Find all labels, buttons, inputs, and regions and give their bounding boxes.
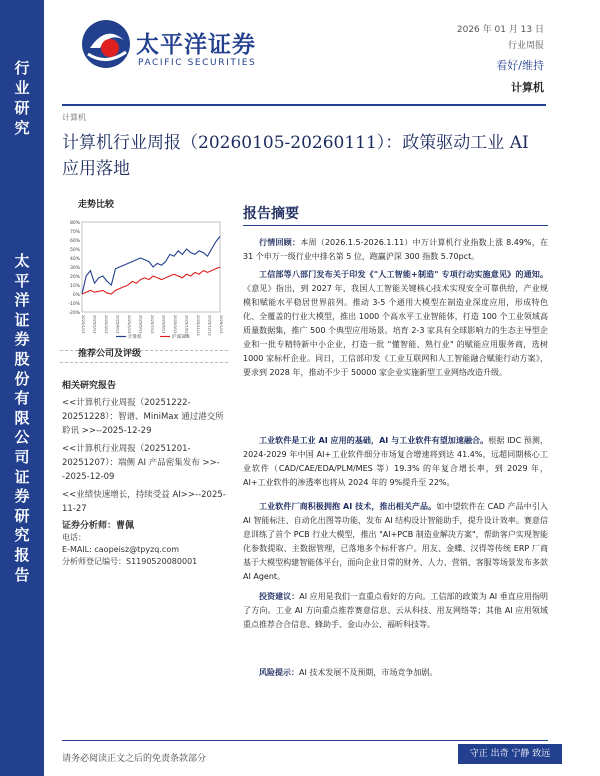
- sidebar-char: 平: [14, 271, 30, 290]
- paragraph-lead: 投资建议：: [259, 592, 300, 601]
- sidebar-company-name: [0, 252, 44, 585]
- paragraph-body: 本周（2026.1.5-2026.1.11）中万计算机行业指数上涨 8.49%，在 31 个申万一级行业中排名第 5 位，跑赢沪深 300 指数 5.70pct。: [243, 238, 549, 261]
- abstract-paragraph: [243, 590, 548, 632]
- series-line: [82, 267, 220, 294]
- y-tick-label: 20%: [69, 275, 80, 280]
- x-tick-label: 2025/4/13: [115, 315, 120, 334]
- paragraph-body: 《意见》指出，到 2027 年，我国人工智能关键核心技术实现安全可靠供给，产业规模和赋能水平稳居世界前列。推动 3-5 个通用大模型在制造业深度应用，形成特色化、全覆盖的行业大模型，推出 1000 个高水平工业智能体，打造 100 个工业领域高质量数据集，推广 500 个典型应用场景。培育 2-3 家具有全球影响力的生态主导型企业和一批专精特新中小企业，打造一批 "懂智能、熟行业" 的赋能应用服务商，选树 1000 家标杆企业。同日，工信部印发《工业互联网和人工智能融合赋能行动方案》，要求到 2028 年，推动不少于 50000 家企业实施新型工业网络改造升级。: [243, 284, 548, 377]
- brand-sidebar: [0, 0, 44, 776]
- abstract-paragraph: [243, 236, 548, 264]
- y-tick-label: 70%: [69, 230, 80, 235]
- y-tick-label: 80%: [69, 221, 80, 226]
- rating-heading: [78, 346, 141, 359]
- x-tick-label: 2025/12/13: [207, 315, 212, 336]
- sidebar-char: 洋: [14, 291, 30, 310]
- paragraph-lead: 工业软件是工业 AI 应用的基础，AI 与工业软件有望加速融合。: [259, 436, 489, 445]
- x-tick-label: 2025/9/13: [173, 315, 177, 334]
- y-tick-label: 10%: [69, 284, 80, 289]
- x-tick-label: 2025/5/13: [127, 315, 131, 334]
- plot-frame: [82, 222, 220, 312]
- paragraph-body: AI 应用是我们一直重点看好的方向。工信部的政策为 AI 垂直应用指明了方向。工业 AI 方向重点推荐赛意信息、云从科技、用友网络等；其他 AI 应用领域重点推荐合合信息、蜂助手、金山办公、福昕科技等。: [243, 592, 548, 629]
- sidebar-char: 证: [14, 310, 30, 329]
- sidebar-industry-research: [0, 58, 44, 138]
- sidebar-char: 公: [14, 428, 30, 447]
- header-divider: [62, 104, 546, 106]
- sidebar-char: 有: [14, 389, 30, 408]
- legend-label: 沪深300: [172, 335, 190, 340]
- rating-label: 看好/维持: [496, 59, 544, 72]
- sidebar-char: 券: [14, 330, 30, 349]
- sidebar-char: 究: [14, 119, 30, 137]
- company-logo: [80, 18, 270, 84]
- sidebar-char: 券: [14, 487, 30, 506]
- paragraph-lead: 工信部等八部门发布关于印发《"人工智能+制造" 专项行动实施意见》的通知。: [259, 270, 548, 279]
- logo-english-name: PACIFIC SECURITIES: [138, 58, 257, 68]
- y-tick-label: 60%: [69, 239, 80, 244]
- y-tick-label: -20%: [68, 311, 80, 316]
- trend-chart: [60, 216, 230, 344]
- paragraph-lead: 工业软件厂商积极拥抱 AI 技术，推出相关产品。: [259, 502, 437, 511]
- logo-mark-icon: [80, 18, 132, 70]
- analyst-cert: 分析师登记编号：S1190520080001: [62, 557, 198, 566]
- sector-label: 计算机: [511, 81, 544, 94]
- x-tick-label: 2025/11/13: [196, 315, 200, 336]
- sidebar-char: 业: [14, 79, 30, 97]
- abstract-paragraph: [243, 500, 548, 584]
- abstract-paragraph: [243, 268, 548, 380]
- related-reports: [62, 396, 230, 516]
- y-tick-label: 30%: [69, 266, 80, 271]
- analyst-email[interactable]: E-MAIL: caopeisz@tpyzq.com: [62, 545, 180, 554]
- abstract-heading: 报告摘要: [243, 206, 299, 222]
- sidebar-char: 告: [14, 565, 30, 584]
- abstract-paragraph: [243, 666, 548, 680]
- footer-divider: [62, 740, 548, 741]
- rating-heading-text: 推荐公司及评级: [78, 349, 142, 359]
- sidebar-char: 研: [14, 99, 30, 117]
- y-tick-label: 50%: [69, 248, 80, 253]
- y-tick-label: 0%: [72, 293, 80, 298]
- abstract-paragraph: [243, 434, 548, 490]
- chart-heading-text: 走势比较: [78, 200, 115, 210]
- report-meta: [457, 22, 544, 95]
- x-tick-label: 2025/8/13: [161, 315, 166, 334]
- sidebar-char: 份: [14, 369, 30, 388]
- sidebar-char: 太: [14, 252, 30, 270]
- x-tick-label: 2026/1/13: [219, 315, 223, 334]
- footer-disclaimer: 请务必阅读正文之后的免责条款部分: [62, 754, 207, 764]
- report-type: 行业周报: [507, 41, 544, 51]
- x-tick-label: 2025/1/13: [81, 315, 85, 334]
- x-tick-label: 2025/2/13: [92, 315, 97, 334]
- paragraph-lead: 风险提示：: [259, 668, 299, 677]
- paragraph-lead: 行情回顾：: [259, 238, 301, 247]
- breadcrumb: 计算机: [62, 113, 86, 122]
- related-heading: [62, 378, 116, 391]
- report-title: 计算机行业周报（20260105-20260111）：政策驱动工业 AI 应用落地: [62, 133, 529, 179]
- y-tick-label: -10%: [68, 302, 80, 307]
- sidebar-char: 证: [14, 467, 30, 486]
- analyst-name: 证券分析师：曹佩: [62, 521, 135, 531]
- legend-label: 计算机: [128, 335, 142, 340]
- analyst-info: [62, 520, 230, 568]
- divider: [60, 362, 228, 363]
- sidebar-char: 限: [14, 408, 30, 427]
- x-tick-label: 2025/3/13: [104, 315, 108, 334]
- x-tick-label: 2025/10/13: [184, 315, 189, 336]
- paragraph-body: 如中望软件在 CAD 产品中引入 AI 智能标注、自动化出图等功能，发布 AI 结构设计智能助手，提升设计效率。赛意信息训练了首个 PCB 行业大模型，推出 "AI+PCB 制造业解决方案"，帮助客户实现智能化参数提取、主数据管理，已落地多个标杆客户。用友、金蝶、汉得等传统 ERP 厂商基于大模型构建智能体平台，面向企业日常的财务、人力、营销、客服等场景发布多款 AI Agent。: [243, 502, 548, 581]
- sidebar-char: 行: [14, 59, 30, 77]
- x-tick-label: 2025/7/13: [150, 315, 154, 334]
- sidebar-char: 报: [14, 545, 30, 564]
- sidebar-char: 究: [14, 526, 30, 545]
- y-tick-label: 40%: [69, 257, 80, 262]
- abstract-divider: [243, 225, 548, 226]
- paragraph-body: AI 技术发展不及预期，市场竞争加剧。: [299, 668, 438, 677]
- related-report-link[interactable]: <<业绩快速增长，持续受益 AI>>--2025-11-27: [62, 490, 226, 514]
- sidebar-char: 司: [14, 447, 30, 466]
- related-report-link[interactable]: <<计算机行业周报（20251201-20251207）：端侧 AI 产品密集发布 >>--2025-12-09: [62, 444, 220, 482]
- related-report-link[interactable]: <<计算机行业周报（20251222-20251228）：智谱、MiniMax 通过港交所聆讯 >>--2025-12-29: [62, 398, 224, 436]
- sidebar-char: 研: [14, 506, 30, 525]
- paragraph-body: 根据 IDC 预测，2024-2029 年中国 AI+工业软件细分市场复合增速将到达 41.4%，远超同期核心工业软件（CAD/CAE/EDA/PLM/MES 等）19.3% 的年复合增长率，到 2029 年，AI+工业软件的渗透率也将从 2024 年的 9%提升至 22%。: [243, 436, 548, 487]
- logo-chinese-name: 太平洋证券: [136, 32, 256, 58]
- analyst-phone: 电话：: [62, 533, 86, 542]
- sidebar-char: 股: [14, 349, 30, 368]
- report-date: 2026 年 01 月 13 日: [456, 25, 544, 35]
- related-heading-text: 相关研究报告: [62, 381, 117, 391]
- series-line: [82, 236, 220, 294]
- chart-heading: [78, 197, 114, 210]
- x-tick-label: 2025/6/13: [138, 315, 143, 334]
- footer-slogan: 守正 出奇 宁静 致远: [458, 744, 562, 764]
